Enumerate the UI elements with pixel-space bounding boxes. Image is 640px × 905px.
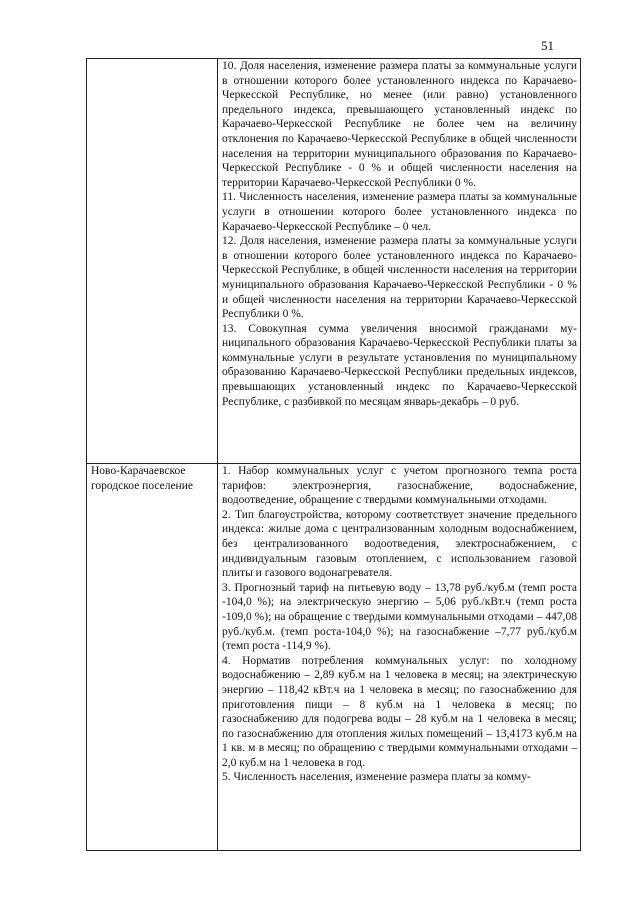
document-table [86, 58, 581, 851]
indicator-paragraph: 11. Численность населения, изменение размера платы за коммунальные услуги в отношении которого более установленного индекса по Карачаево-Черкесской Республике – 0 чел. [222, 191, 577, 233]
indicator-paragraph: 4. Норматив потребления коммунальных услуг: по холодному водоснабжению – 2,89 куб.м на 1 человека в месяц; на электрическую энергию – 118,42 кВт.ч на 1 человека в месяц; по газоснабжению для приготовления пищи – 8 куб.м на 1 человека в месяц; по газоснабжению для подогрева воды – 28 куб.м на 1 человека в месяц; по газоснабжению для отопления жилых помещений – 13,4173 куб.м на 1 кв. м в месяц; по обращению с твердыми коммунальными отходами – 2,0 куб.м на 1 человека в год. [222, 654, 577, 769]
indicators-cell [218, 464, 581, 851]
indicator-paragraph: 5. Численность населения, изменение размера платы за комму- [222, 771, 531, 784]
table-row [87, 59, 581, 464]
indicators-cell [218, 59, 581, 464]
indicator-paragraph: 13. Совокупная сумма увеличения вносимой гражданами муниципального образования Карачаево-Черкесской Республики платы за коммунальные услуги в результате установления по муниципальному образованию Карачаево-Черкесской Республики предельных индексов, превышающих установленный индекс по Карачаево-Черкесской Республике, с разбивкой по месяцам январь-декабрь – 0 руб. [222, 322, 577, 408]
indicator-paragraph: 3. Прогнозный тариф на питьевую воду – 13,78 руб./куб.м (темп роста -104,0 %); на электрическую энергию – 5,06 руб./кВт.ч (темп роста -109,0 %); на обращение с твердыми коммунальными отходами – 447,08 руб./куб.м. (темп роста-104,0 %); на газоснабжение –7,77 руб./куб.м (темп роста -114,9 %). [222, 581, 577, 653]
indicator-paragraph: 1. Набор коммунальных услуг с учетом прогнозного темпа роста тарифов: электроэнергия, газоснабжение, водоснабжение, водоотведение, обращение с твердыми коммунальными отходами. [222, 465, 577, 507]
page-number: 51 [541, 38, 554, 53]
table-row [87, 464, 581, 851]
municipality-cell [87, 59, 218, 464]
indicator-paragraph: 10. Доля населения, изменение размера платы за коммунальные услуги в отношении которого более установленного индекса по Карачаево-Черкесской Республике, но менее (или равно) установленного предельного индекса, превышающего установленный индекс по Карачаево-Черкесской Республике не более чем на величину отклонения по Карачаево-Черкесской Республике в общей численности населения на территории муниципального образования по Карачаево-Черкесской Республике - 0 % и общей численности населения на территории Карачаево-Черкесской Республики 0 %. [222, 60, 577, 189]
indicator-paragraph: 2. Тип благоустройства, которому соответствует значение предельного индекса: жилые дома с централизованным холодным водоснабжением, без централизованного водоотведения, электроснабжением, с индивидуальным газовым отоплением, с использованием газовой плиты и газового водонагревателя. [222, 508, 577, 580]
indicator-paragraph: 12. Доля населения, изменение размера платы за коммунальные услуги в отношении которого более установленного индекса по Карачаево-Черкесской Республике, в общей численности населения на территории муниципального образования Карачаево-Черкесской Республики - 0 % и общей численности населения на территории Карачаево-Черкесской Республики 0 %. [222, 235, 577, 321]
municipality-cell: Ново-Карачаевское городское поселение [87, 464, 218, 851]
